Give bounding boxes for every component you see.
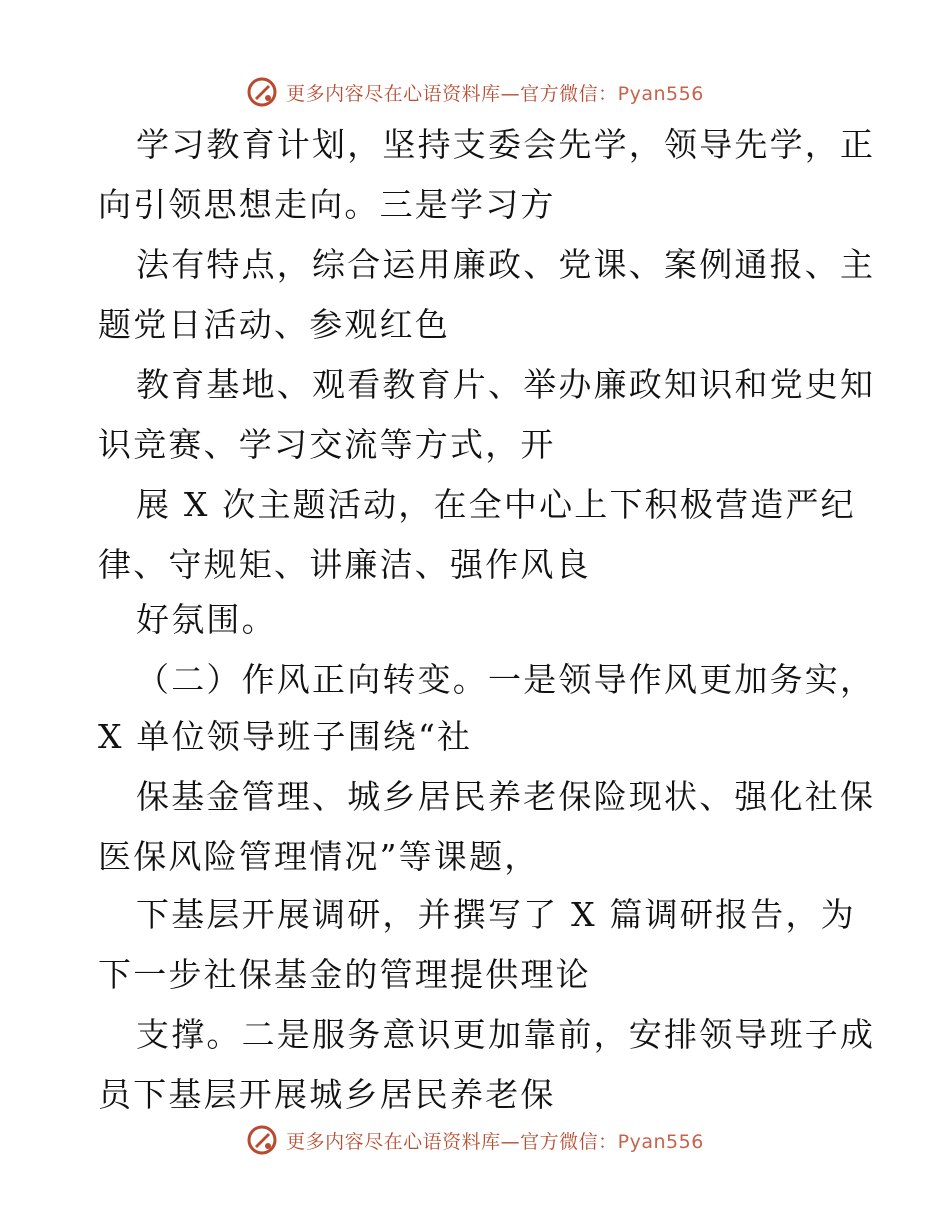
text-line: 好氛围。 (136, 600, 277, 639)
text-line: 学习教育计划，坚持支委会先学，领导先学，正 (136, 125, 876, 164)
header-wechat-id: Pyan556 (617, 82, 704, 105)
text-line: 医保风险管理情况”等课题， (98, 837, 540, 876)
text-line: X 单位领导班子围绕“社 (98, 717, 473, 756)
text-line: 支撑。二是服务意识更加靠前，安排领导班子成 (136, 1015, 876, 1054)
text-line: 律、守规矩、讲廉洁、强作风良 (98, 545, 591, 584)
brand-logo-icon (246, 76, 278, 108)
text-line: 下一步社保基金的管理提供理论 (98, 955, 591, 994)
text-line: 教育基地、观看教育片、举办廉政知识和党史知 (136, 365, 876, 404)
text-line: （二）作风正向转变。一是领导作风更加务实， (136, 660, 876, 699)
text-line: 识竞赛、学习交流等方式，开 (98, 425, 556, 464)
header-banner (0, 72, 950, 112)
footer-banner (0, 1120, 950, 1160)
header-banner-text: 更多内容尽在心语资料库—官方微信：Pyan556 (286, 82, 704, 105)
text-line: 保基金管理、城乡居民养老保险现状、强化社保 (136, 777, 876, 816)
text-line: 法有特点，综合运用廉政、党课、案例通报、主 (136, 245, 876, 284)
footer-wechat-id: Pyan556 (617, 1130, 704, 1153)
text-line: 向引领思想走向。三是学习方 (98, 185, 556, 224)
text-line: 下基层开展调研，并撰写了 X 篇调研报告，为 (136, 895, 856, 934)
brand-logo-icon (246, 1124, 278, 1156)
footer-banner-text: 更多内容尽在心语资料库—官方微信：Pyan556 (286, 1130, 704, 1153)
text-line: 题党日活动、参观红色 (98, 305, 450, 344)
text-line: 员下基层开展城乡居民养老保 (98, 1075, 556, 1114)
text-line: 展 X 次主题活动，在全中心上下积极营造严纪 (136, 485, 856, 524)
